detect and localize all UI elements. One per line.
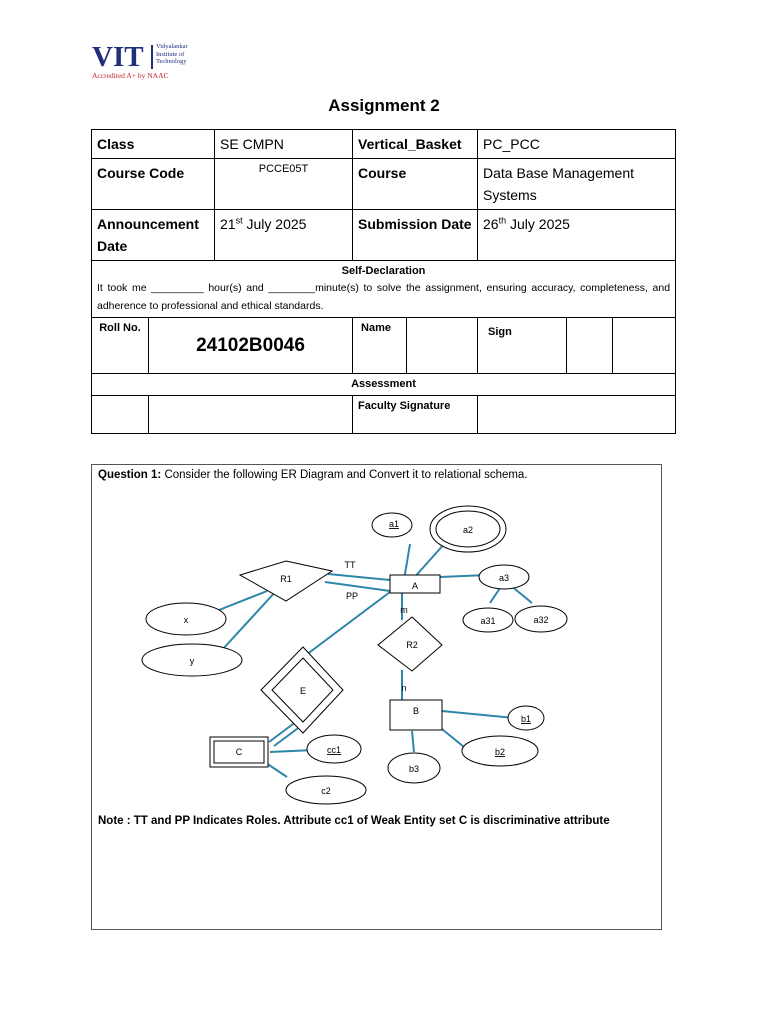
assessment-cell-2	[149, 396, 353, 434]
label-role-pp: PP	[345, 591, 359, 601]
table-row	[92, 210, 676, 261]
label-attr-a31: a31	[480, 616, 496, 626]
roll-no-label: Roll No.	[92, 318, 149, 374]
label-attr-c2: c2	[321, 786, 331, 796]
edge-r1-a-pp	[325, 582, 390, 591]
label-attr-a3: a3	[498, 573, 510, 583]
logo-mark: VIT	[92, 41, 144, 73]
assignment-info-table	[91, 129, 676, 434]
table-row	[92, 318, 676, 374]
name-label: Name	[361, 322, 391, 334]
sign-label: Sign	[488, 326, 512, 338]
question-text: Question 1: Consider the following ER Diagram and Convert it to relational schema.	[98, 469, 528, 481]
faculty-signature-label: Faculty Signature	[353, 396, 478, 434]
label-rel-r1: R1	[280, 574, 292, 584]
label-attr-a1: a1	[388, 519, 400, 529]
edge-a-e	[302, 592, 390, 658]
self-declaration-text: It took me _________ hour(s) and ________minute(s) to solve the assignment, ensuring accuracy, completeness, and adherence to professional and ethical standards.	[97, 282, 671, 312]
assessment-cell-1	[92, 396, 149, 434]
self-declaration-heading: Self-Declaration	[341, 265, 426, 277]
edge-b-b1	[442, 711, 514, 718]
table-row	[92, 374, 676, 396]
edge-c-c2	[266, 763, 287, 777]
vertical-basket-label: Vertical_Basket	[353, 130, 478, 159]
announcement-date-label: Announcement Date	[92, 210, 215, 261]
logo-divider	[151, 45, 153, 69]
label-attr-x: x	[183, 615, 189, 625]
label-rel-r2: R2	[406, 640, 418, 650]
logo-accreditation: Accredited A+ by NAAC	[92, 71, 169, 80]
label-attr-b1: b1	[520, 714, 532, 724]
label-attr-a32: a32	[533, 615, 549, 625]
table-row	[92, 261, 676, 318]
table-row	[92, 396, 676, 434]
label-card-m: m	[400, 605, 408, 615]
faculty-signature-box	[478, 396, 676, 434]
label-entity-a: A	[411, 581, 419, 591]
edge-b-b3	[412, 731, 414, 752]
label-entity-c: C	[235, 747, 243, 757]
roll-no-value: 24102B0046	[149, 318, 353, 374]
label-attr-b2: b2	[494, 747, 506, 757]
logo-institute-name: Vidyalankar Institute of Technology	[156, 43, 188, 65]
question-note: Note : TT and PP Indicates Roles. Attribute cc1 of Weak Entity set C is discriminative attribute	[98, 815, 610, 827]
name-label-box	[353, 318, 407, 373]
label-rel-e: E	[299, 686, 307, 696]
label-role-tt: TT	[344, 560, 356, 570]
class-label: Class	[92, 130, 215, 159]
assessment-label: Assessment	[92, 374, 676, 396]
shapes	[142, 506, 567, 804]
self-declaration	[92, 261, 676, 318]
label-card-n: n	[401, 683, 407, 693]
label-attr-cc1: cc1	[326, 745, 342, 755]
institute-logo	[92, 42, 212, 82]
sign-label-box	[478, 318, 567, 373]
er-diagram	[92, 465, 661, 929]
name-cell	[353, 318, 478, 374]
label-entity-b: B	[412, 706, 420, 716]
name-sign-cell	[478, 318, 676, 374]
course-value: Data Base Management Systems	[478, 159, 676, 210]
vertical-basket-value: PC_PCC	[478, 130, 676, 159]
class-value: SE CMPN	[215, 130, 353, 159]
course-label: Course	[353, 159, 478, 210]
table-row	[92, 159, 676, 210]
announcement-date-value: 21st July 2025	[215, 210, 353, 261]
course-code-label: Course Code	[92, 159, 215, 210]
course-code-value: PCCE05T	[215, 159, 353, 210]
submission-date-value: 26th July 2025	[478, 210, 676, 261]
submission-date-label: Submission Date	[353, 210, 478, 261]
label-attr-y: y	[189, 656, 195, 666]
question-box	[91, 464, 662, 930]
edge-r1-a-tt	[328, 574, 390, 580]
page-title: Assignment 2	[328, 96, 440, 115]
label-attr-b3: b3	[408, 764, 420, 774]
sign-box	[567, 318, 613, 373]
label-attr-a2: a2	[462, 525, 474, 535]
table-row	[92, 130, 676, 159]
